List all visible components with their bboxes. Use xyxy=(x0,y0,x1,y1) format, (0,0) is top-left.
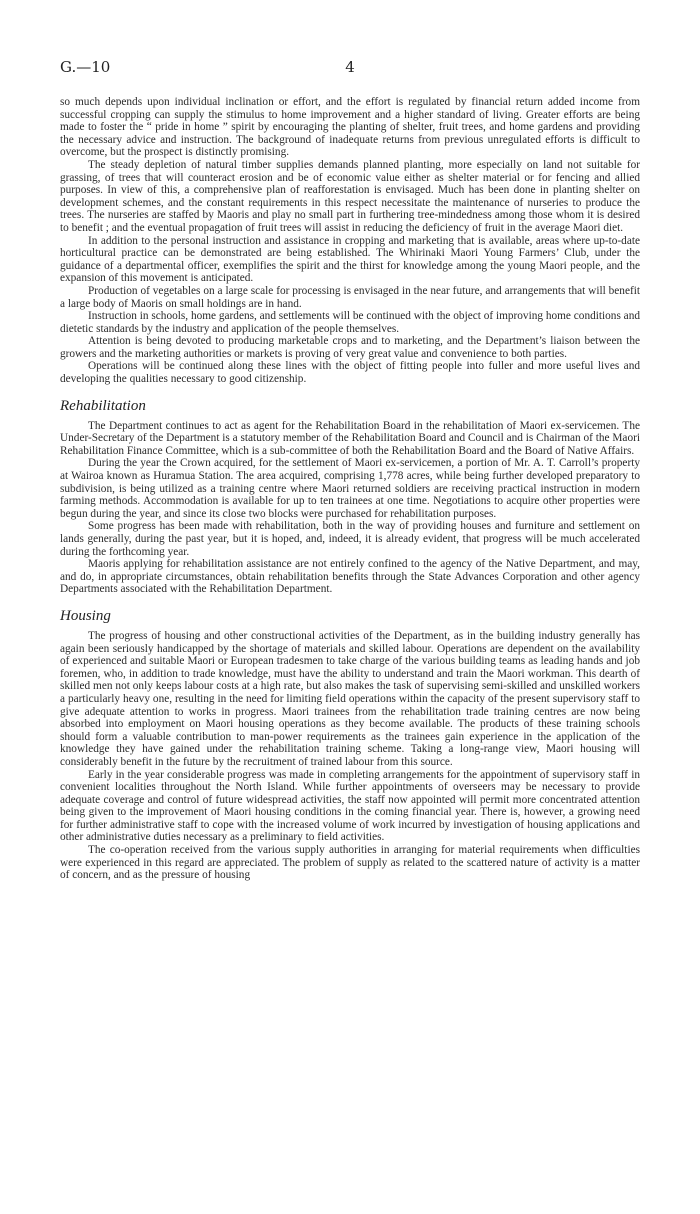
page-number: 4 xyxy=(345,58,355,76)
paragraph: Attention is being devoted to producing marketable crops and to marketing, and the Department’s liaison between the growers and the marketing authorities or markets is proving of very great value and convenience to both parties. xyxy=(60,335,640,360)
paragraph: The Department continues to act as agent for the Rehabilitation Board in the rehabilitation of Maori ex-servicemen. The Under-Secretary of the Department is a statutory member of the Rehabilitation Board and Council and is Chairman of the Maori Rehabilitation Finance Committee, which is a sub-committee of both the Rehabilitation Board and the Board of Native Affairs. xyxy=(60,419,640,457)
paragraph: Early in the year considerable progress was made in completing arrangements for the appointment of supervisory staff in convenient localities throughout the North Island. While further appointments of overseers may be necessary to provide adequate coverage and control of future widespread activities, the staff now appointed will permit more concentrated attention being given to the improvement of Maori housing conditions in the coming financial year. There is, however, a growing need for further administrative staff to cope with the increased volume of work incurred by investigation of housing applications and other administrative duties necessary as a preliminary to field activities. xyxy=(60,768,640,844)
paragraph: Some progress has been made with rehabilitation, both in the way of providing houses and furniture and settlement on lands generally, during the past year, but it is hoped, and, indeed, it is already evident, that progress will be much accelerated during the forthcoming year. xyxy=(60,520,640,558)
paragraph: During the year the Crown acquired, for the settlement of Maori ex-servicemen, a portion of Mr. A. T. Carroll’s property at Wairoa known as Huramua Station. The area acquired, comprising 1,778 acres, while being further developed preparatory to subdivision, is being utilized as a training centre where Maori returned soldiers are receiving practical instruction in modern farming methods. Accommodation is available for up to ten trainees at one time. Negotiations to acquire other properties were begun during the year, and since its close two blocks were purchased for rehabilitation purposes. xyxy=(60,457,640,520)
section-intro xyxy=(60,96,640,386)
paragraph: Production of vegetables on a large scale for processing is envisaged in the near future, and arrangements that will benefit a large body of Maoris on small holdings are in hand. xyxy=(60,284,640,310)
section-housing xyxy=(60,608,640,882)
section-rehabilitation xyxy=(60,398,640,596)
document-body xyxy=(60,96,640,882)
paragraph: so much depends upon individual inclination or effort, and the effort is regulated by financial return added income from successful cropping can supply the stimulus to home improvement and a higher standard of living. Greater efforts are being made to foster the “ pride in home ” spirit by encouraging the planting of shelter, fruit trees, and home gardens and providing the necessary advice and instruction. The background of inadequate returns from previous unregulated efforts is difficult to overcome, but the prospect is distinctly promising. xyxy=(60,96,640,159)
paragraph: The co-operation received from the various supply authorities in arranging for material requirements when difficulties were experienced in this regard are appreciated. The problem of supply as related to the scattered nature of activity is a matter of concern, and as the pressure of housing xyxy=(60,844,640,882)
section-heading-housing: Housing xyxy=(60,607,111,624)
section-heading-rehabilitation: Rehabilitation xyxy=(60,397,146,414)
paragraph: In addition to the personal instruction and assistance in cropping and marketing that is available, areas where up-to-date horticultural practice can be demonstrated are being established. The Whirinaki Maori Young Farmers’ Club, under the guidance of a departmental officer, exemplifies the spirit and the thirst for knowledge among the young Maori people, and the expansion of this movement is anticipated. xyxy=(60,234,640,285)
document-reference: G.—10 xyxy=(60,58,111,76)
page-header xyxy=(60,58,640,84)
paragraph: Maoris applying for rehabilitation assistance are not entirely confined to the agency of the Native Department, and may, and do, in appropriate circumstances, obtain rehabilitation benefits through the State Advances Corporation and other agency Departments associated with the Rehabilitation Department. xyxy=(60,558,640,596)
paragraph: The steady depletion of natural timber supplies demands planned planting, more especially on land not suitable for grassing, of trees that will counteract erosion and be of economic value either as shelter material or for fencing and allied purposes. In view of this, a comprehensive plan of reafforestation is envisaged. Much has been done in planting shelter on development schemes, and the constant requirements in this respect necessitate the maintenance of nurseries to produce the trees. The nurseries are staffed by Maoris and play no small part in furthering tree-mindedness among those whom it is desired to benefit ; and the eventual propagation of fruit trees will assist in reducing the deficiency of fruit in the average Maori diet. xyxy=(60,158,640,234)
paragraph: The progress of housing and other constructional activities of the Department, as in the building industry generally has again been seriously handicapped by the shortage of materials and skilled labour. Operations are dependent on the availability of experienced and suitable Maori or European tradesmen to take charge of the various building teams as leading hands and job foremen, who, in addition to trade knowledge, must have the ability to understand and train the Maori workman. This dearth of skilled men not only keeps labour costs at a high rate, but also makes the task of supervising semi-skilled and unskilled workers a particularly heavy one, resulting in the need for limiting field operations within the capacity of the present supervisory staff to give adequate attention to works in progress. Maori trainees from the rehabilitation trade training centres are now being absorbed into employment on Maori housing operations as they become available. The products of these training schools should form a valuable contribution to man-power requirements as the trainees gain experience in the application of the knowledge they have gained under the rehabilitation training scheme. Taking a long-range view, Maori housing will considerably benefit in the future by the recruitment of trained labour from this source. xyxy=(60,629,640,768)
paragraph: Operations will be continued along these lines with the object of fitting people into fuller and more useful lives and developing the qualities necessary to good citizenship. xyxy=(60,360,640,386)
paragraph: Instruction in schools, home gardens, and settlements will be continued with the object of improving home conditions and dietetic standards by the industry and application of the people themselves. xyxy=(60,310,640,335)
